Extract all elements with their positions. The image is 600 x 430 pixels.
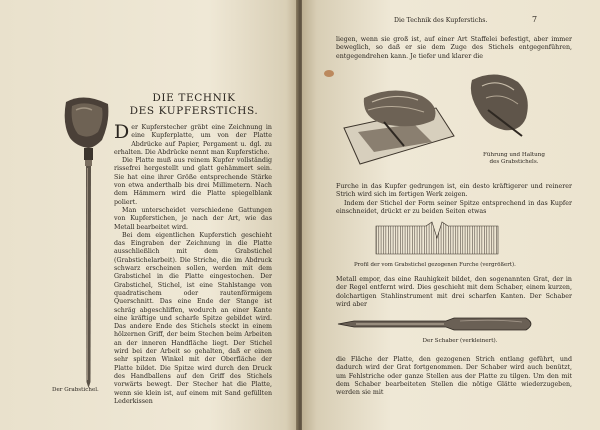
burin-illustration bbox=[62, 96, 122, 396]
drop-cap: D bbox=[114, 121, 130, 143]
figure-3-caption: Der Schaber (verkleinert). bbox=[422, 338, 498, 344]
figure-1-caption bbox=[474, 152, 554, 166]
right-paragraph-3: Indem der Stichel der Form seiner Spitze entsprechend in das Kupfer einschneidet, drückt er zu beiden Seiten etwas bbox=[336, 200, 572, 216]
paragraph-2: Die Platte muß aus reinem Kupfer vollständig rissefrei hergestellt und glatt gehämmert sein. Sie hat eine ihrer Größe entsprechende Stärke von etwa anderthalb bis drei Millimetern. Nach dem Hämmern wird die Platte spiegelblank poliert. bbox=[114, 157, 272, 206]
right-paragraph-4: Metall empor, das eine Rauhigkeit bildet, den sogenannten Grat, der in der Regel entfernt wird. Dies geschieht mit dem Schaber, einem kurzen, dolchartigen Stahlinstrument mit drei scharfen Kanten. Der Schaber wird aber bbox=[336, 276, 572, 308]
title-line-1: DIE TECHNIK bbox=[152, 92, 236, 104]
chapter-title bbox=[114, 92, 274, 118]
right-paragraph-1: liegen, wenn sie groß ist, auf einer Art Staffelei befestigt, aber immer beweglich, so daß er sie dem Zuge des Stichels entgegenführen, entgegendrehen kann. Je tiefer und klarer die bbox=[336, 36, 572, 60]
engraving-hand-illustration bbox=[344, 84, 456, 164]
grip-hand-illustration bbox=[466, 70, 536, 140]
left-body-text bbox=[114, 121, 272, 406]
figure-1-caption-line-1: Führung und Haltung bbox=[483, 152, 545, 158]
title-line-2: DES KUPFERSTICHS. bbox=[129, 105, 259, 117]
figure-1-caption-line-2: des Grabstichels. bbox=[489, 159, 539, 165]
paragraph-4: Bei dem eigentlichen Kupferstich geschieht das Eingraben der Zeichnung in die Platte ausschließlich mit dem Grabstichel (Grabstichelarbeit). Die Striche, die im Abdruck schwarz erscheinen sollen, werden mit dem Grabstichel in die Platte eingestochen. Der Grabstichel, Stichel, ist eine Stahlstange von quadratischem oder rautenförmigem Querschnitt. Das eine Ende der Stange ist schräg abgeschliffen, wodurch an einer Kante eine kräftige und scharfe Spitze gebildet wird. Das andere Ende des Stichels steckt in einem hölzernen Griff, der beim Stechen beim Arbeiten an der inneren Handfläche liegt. Der Stichel wird bei der Arbeit so gehalten, daß er einen sehr spitzen Winkel mit der Oberfläche der Platte bildet. Die Spitze wird durch den Druck des Handballens auf den Griff des Stichels vorwärts bewegt. Der Stecher hat die Platte, wenn sie klein ist, auf einem mit Sand gefüllten Lederkissen bbox=[114, 231, 272, 405]
paragraph-1: Der Kupferstecher gräbt eine Zeichnung in eine Kupferplatte, um von der Platte Abdrücke auf Papier, Pergament u. dgl. zu erhalten. Die Abdrücke nennt man Kupferstiche. bbox=[114, 121, 272, 156]
figure-2-caption: Profil der vom Grabstichel gezogenen Furche (vergrößert). bbox=[354, 262, 516, 268]
scraper-illustration bbox=[336, 314, 536, 334]
right-paragraph-2: Furche in das Kupfer gedrungen ist, ein desto kräftigerer und reinerer Strich wird sich im fertigen Werk zeigen. bbox=[336, 183, 572, 199]
right-page bbox=[302, 0, 600, 430]
furrow-profile-illustration bbox=[376, 222, 498, 254]
running-head: Die Technik des Kupferstichs. bbox=[394, 17, 488, 24]
left-page bbox=[0, 0, 298, 430]
right-paragraph-5: die Fläche der Platte, den gezogenen Strich entlang geführt, und dadurch wird der Grat fortgenommen. Der Schaber wird auch benützt, um Fehlstriche oder ganze Stellen aus der Platte zu tilgen. Um den mit dem Schaber bearbeiteten Stellen die nötige Glätte wiederzugeben, werden sie mit bbox=[336, 356, 572, 397]
page-number: 7 bbox=[532, 15, 538, 24]
stain-spot bbox=[324, 70, 334, 77]
paragraph-3: Man unterscheidet verschiedene Gattungen von Kupferstichen, je nach der Art, wie das Metall bearbeitet wird. bbox=[114, 206, 272, 231]
burin-caption: Der Grabstichel. bbox=[52, 387, 99, 393]
